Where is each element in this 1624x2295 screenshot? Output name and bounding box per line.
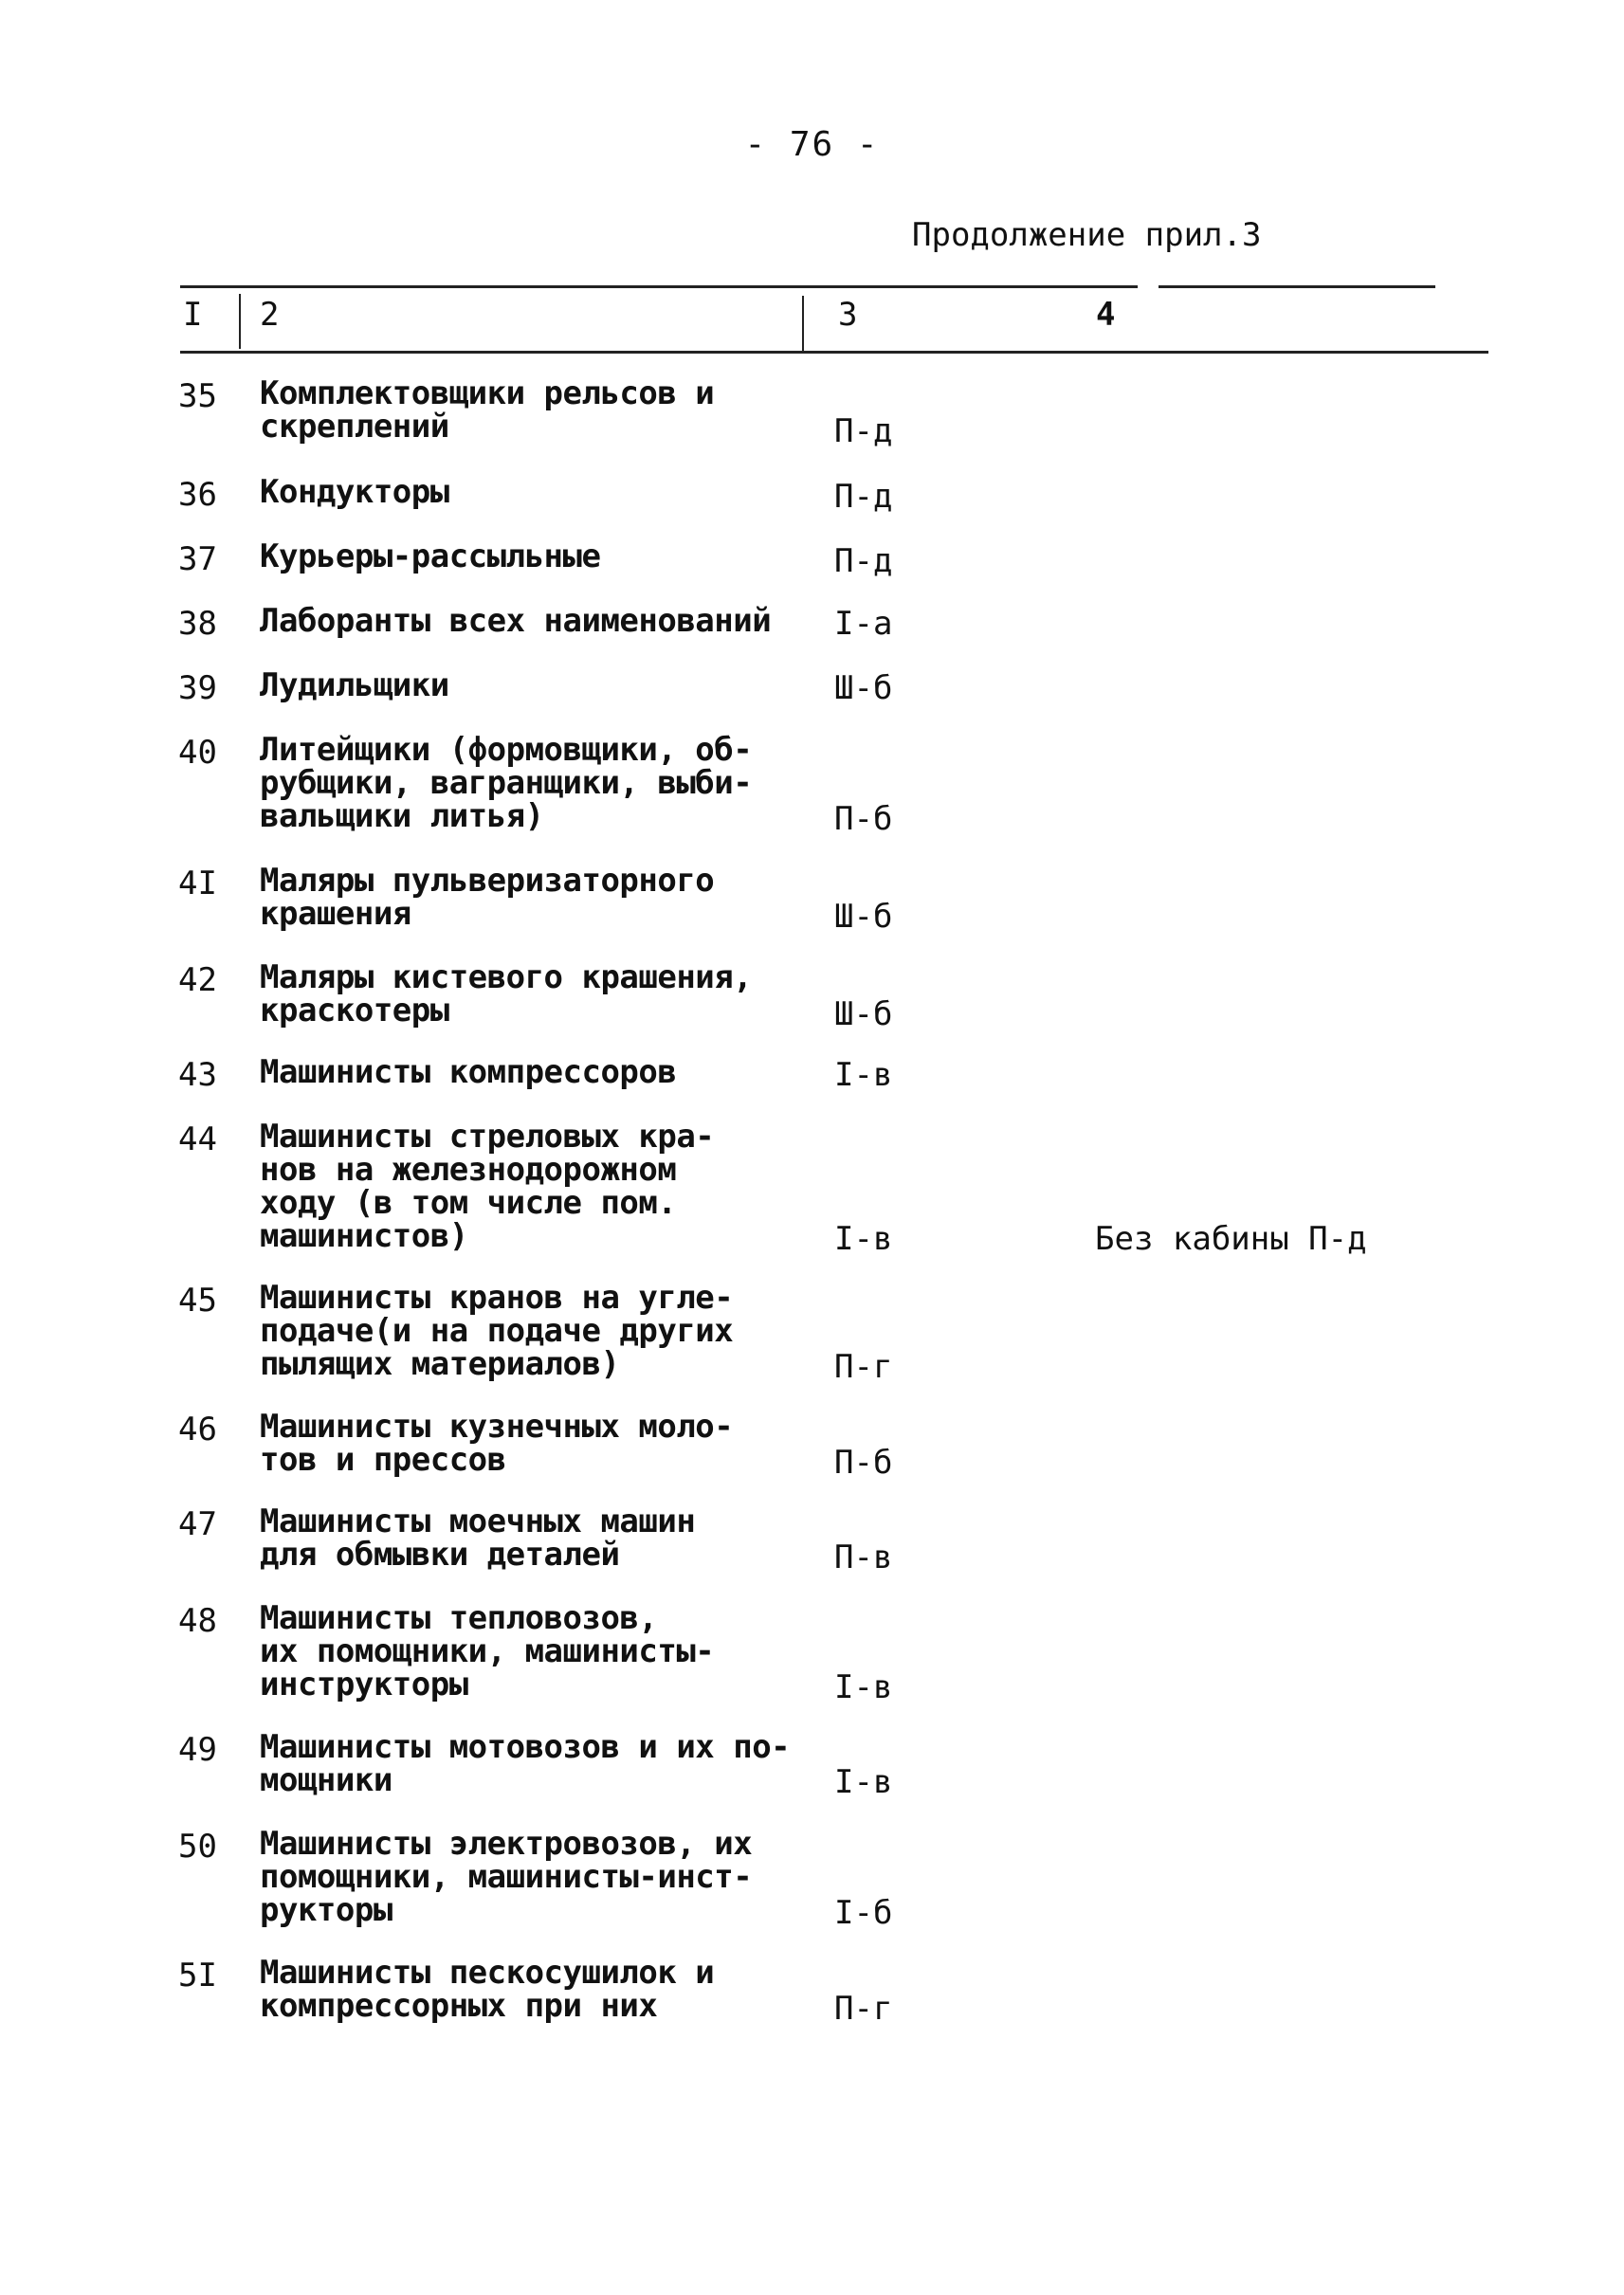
row-number: 35 (178, 377, 217, 415)
group-code: П-д (834, 412, 893, 450)
profession-name: Машинисты кранов на угле- подаче(и на подаче других пылящих материалов) (260, 1279, 734, 1383)
profession-name: Маляры пульверизаторного крашения (260, 862, 715, 933)
group-code: I-б (834, 1894, 893, 1932)
row-number: 48 (178, 1602, 217, 1640)
table-header-col2: 2 (260, 296, 280, 334)
table-header-col4: 4 (1096, 296, 1116, 334)
row-number: 43 (178, 1056, 217, 1094)
group-code: I-в (834, 1668, 893, 1706)
profession-name: Машинисты пескосушилок и компрессорных при них (260, 1954, 715, 2025)
column-divider (239, 294, 241, 349)
profession-name: Машинисты компрессоров (260, 1053, 677, 1091)
profession-name: Машинисты электровозов, их помощники, машинисты-инст- рукторы (260, 1825, 753, 1929)
table-header-col1: I (183, 296, 203, 334)
profession-name: Лудильщики (260, 666, 449, 704)
group-code: П-в (834, 1539, 893, 1576)
row-number: 50 (178, 1828, 217, 1866)
row-number: 40 (178, 734, 217, 772)
group-code: П-г (834, 1348, 893, 1386)
row-number: 4I (178, 865, 217, 902)
table-top-rule (180, 285, 1138, 288)
profession-name: Машинисты тепловозов, их помощники, машинисты- инструкторы (260, 1599, 715, 1703)
row-number: 37 (178, 540, 217, 578)
group-code: Ш-б (834, 669, 893, 707)
row-number: 5I (178, 1957, 217, 1994)
profession-name: Машинисты мотовозов и их по- мощники (260, 1728, 791, 1799)
group-code: П-б (834, 800, 893, 838)
group-code: П-б (834, 1444, 893, 1482)
profession-name: Кондукторы (260, 473, 449, 511)
profession-name: Машинисты кузнечных моло- тов и прессов (260, 1408, 734, 1479)
group-code: П-г (834, 1990, 893, 2028)
row-number: 46 (178, 1411, 217, 1448)
profession-name: Лаборанты всех наименований (260, 602, 772, 640)
row-number: 36 (178, 476, 217, 514)
table-header-col3: 3 (838, 296, 858, 334)
profession-name: Машинисты стреловых кра- нов на железнодорожном ходу (в том числе пом. машинистов) (260, 1118, 715, 1255)
profession-name: Машинисты моечных машин для обмывки деталей (260, 1503, 696, 1574)
page-number: - 76 - (744, 125, 880, 164)
row-number: 45 (178, 1282, 217, 1320)
group-code: I-в (834, 1763, 893, 1801)
table-top-rule-right (1159, 285, 1435, 288)
group-code: Ш-б (834, 898, 893, 936)
continuation-label: Продолжение прил.3 (912, 216, 1262, 254)
row-number: 39 (178, 669, 217, 707)
profession-name: Маляры кистевого крашения, краскотеры (260, 958, 753, 1029)
profession-name: Комплектовщики рельсов и скреплений (260, 374, 715, 446)
group-code: П-д (834, 542, 893, 580)
group-code: I-а (834, 605, 893, 643)
group-code: П-д (834, 478, 893, 516)
group-code: I-в (834, 1056, 893, 1094)
column-divider (802, 296, 804, 351)
profession-name: Литейщики (формовщики, об- рубщики, вагранщики, выби- вальщики литья) (260, 731, 753, 835)
profession-name: Курьеры-рассыльные (260, 537, 601, 575)
group-code: Ш-б (834, 995, 893, 1033)
note-text: Без кабины П-д (1095, 1220, 1367, 1258)
group-code: I-в (834, 1220, 893, 1258)
row-number: 44 (178, 1120, 217, 1158)
row-number: 47 (178, 1505, 217, 1543)
row-number: 49 (178, 1731, 217, 1769)
row-number: 42 (178, 961, 217, 999)
table-header-bottom-rule (180, 351, 1488, 354)
row-number: 38 (178, 605, 217, 643)
